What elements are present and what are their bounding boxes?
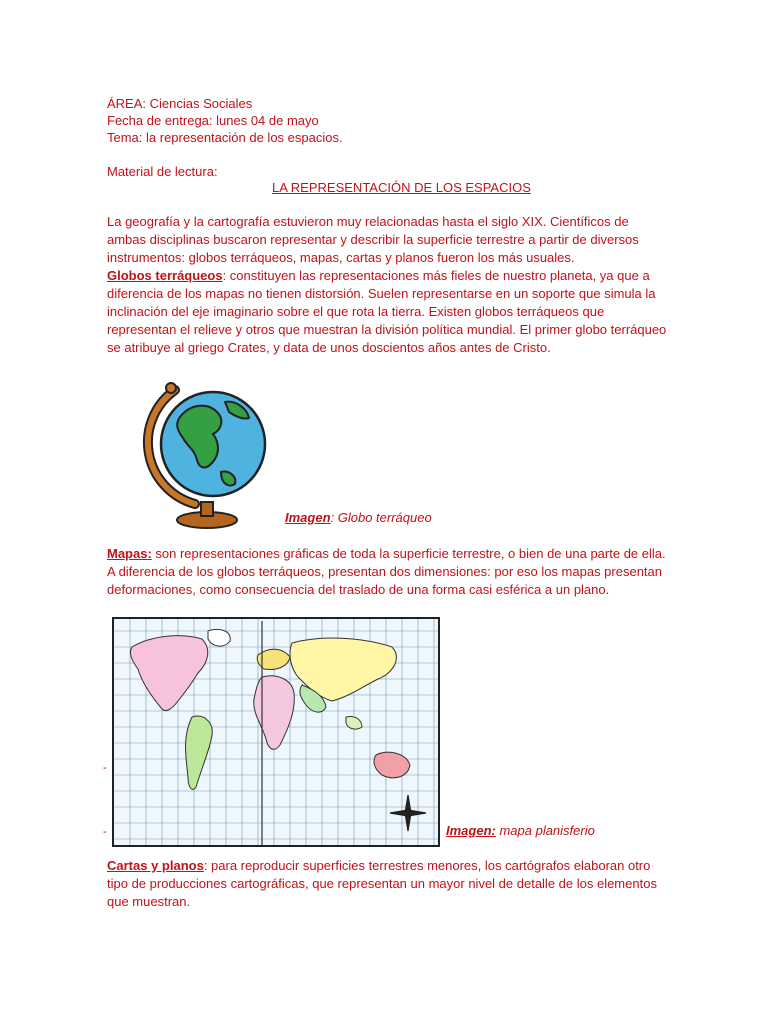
document-title: LA REPRESENTACIÓN DE LOS ESPACIOS <box>272 180 531 195</box>
list-dash-1: - <box>103 762 107 774</box>
globe-caption-label: Imagen <box>285 510 331 525</box>
topic-line: Tema: la representación de los espacios. <box>107 130 343 145</box>
charts-plans-term: Cartas y planos <box>107 858 204 873</box>
map-caption <box>446 823 595 838</box>
globe-caption-text: : Globo terráqueo <box>330 510 432 525</box>
maps-term: Mapas: <box>107 546 152 561</box>
globe-illustration <box>125 372 270 530</box>
map-caption-label: Imagen: <box>446 823 496 838</box>
globes-term: Globos terráqueos <box>107 268 223 283</box>
maps-text: son representaciones gráficas de toda la superficie terrestre, o bien de una parte de ella. A diferencia de los globos terráqueos, presentan dos dimensiones: por eso los mapas presentan deformaciones, como consecuencia del traslado de una forma casi esférica a un plano. <box>107 546 666 597</box>
globe-caption <box>285 510 432 525</box>
reading-material-label: Material de lectura: <box>107 164 218 179</box>
charts-plans-paragraph <box>107 857 667 911</box>
area-line: ÁREA: Ciencias Sociales <box>107 96 253 111</box>
maps-paragraph <box>107 545 667 599</box>
charts-plans-text: : para reproducir superficies terrestres menores, los cartógrafos elaboran otro tipo de producciones cartográficas, que representan un mayor nivel de detalle de los elementos que muestran. <box>107 858 657 909</box>
due-date-line: Fecha de entrega: lunes 04 de mayo <box>107 113 319 128</box>
map-caption-text: mapa planisferio <box>495 823 595 838</box>
globes-text: : constituyen las representaciones más fieles de nuestro planeta, ya que a diferencia de los mapas no tienen distorsión. Suelen representarse en un soporte que simula la inclinación del eje imaginario sobre el que rota la tierra. Existen globos terráqueos que representan el relieve y otros que muestran la división política mundial. El primer globo terráqueo se atribuye al griego Crates, y data de unos doscientos años antes de Cristo. <box>107 268 667 355</box>
list-dash-2: - <box>103 826 107 838</box>
world-map-illustration <box>112 617 440 847</box>
globes-paragraph <box>107 267 667 357</box>
intro-paragraph: La geografía y la cartografía estuvieron muy relacionadas hasta el siglo XIX. Científicos de ambas disciplinas buscaron representar y describir la superficie terrestre a partir de diversos instrumentos: globos terráqueos, mapas, cartas y planos fueron los más usuales. <box>107 214 639 265</box>
